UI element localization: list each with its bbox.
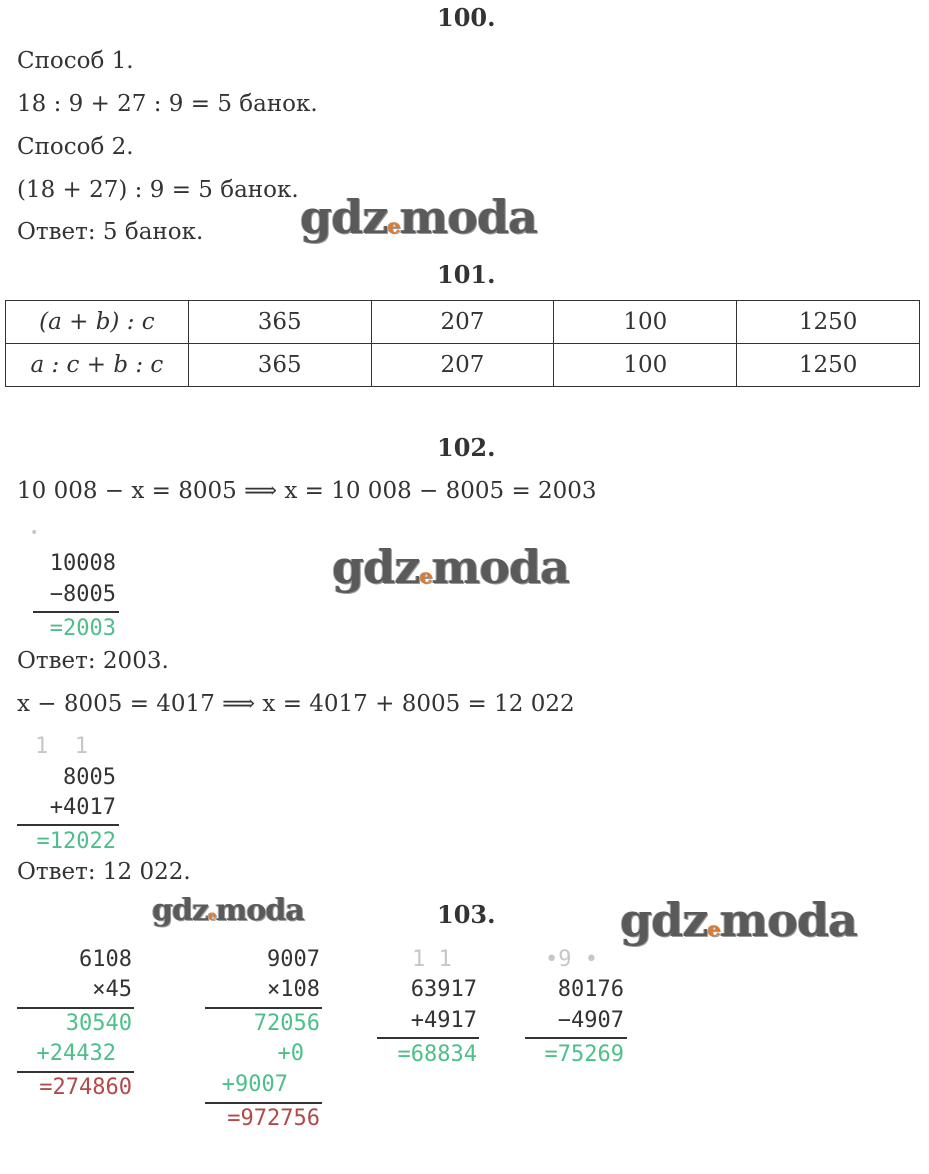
calc-rule	[525, 1037, 627, 1039]
calc-rule	[17, 1071, 134, 1073]
answer-102-2: Ответ: 12 022.	[17, 859, 191, 885]
calc-rule	[205, 1102, 322, 1104]
result: =75269	[544, 1042, 624, 1067]
table-cell: 365	[188, 344, 371, 387]
method-2-label: Способ 2.	[17, 134, 134, 160]
operand-a: 6108	[79, 947, 132, 972]
equation-1: 10 008 − x = 8005 ⟹ x = 10 008 − 8005 = 2003	[17, 478, 597, 504]
table-row	[6, 344, 920, 387]
table-cell: 365	[188, 301, 371, 344]
operand-b: +4917	[410, 1008, 477, 1033]
operand-b: −4907	[557, 1008, 624, 1033]
watermark-logo: gdzemoda	[152, 893, 304, 928]
calc-rule	[33, 611, 119, 613]
table-cell: 207	[371, 344, 554, 387]
partial-product: +24432	[36, 1041, 116, 1066]
partial-product: +0	[277, 1041, 304, 1066]
partial-product: 30540	[65, 1011, 132, 1036]
calc-rule	[17, 824, 119, 826]
method-2-expression: (18 + 27) : 9 = 5 банок.	[17, 177, 299, 203]
operand-a: 10008	[49, 551, 116, 576]
operand-b: ×45	[92, 977, 132, 1002]
operand-b: −8005	[49, 582, 116, 607]
result: =12022	[36, 829, 116, 854]
heading-101: 101.	[437, 260, 496, 289]
operand-a: 9007	[267, 947, 320, 972]
answer-100: Ответ: 5 банок.	[17, 219, 204, 245]
table-cell: 1250	[737, 301, 920, 344]
table-row	[6, 301, 920, 344]
watermark-logo: gdzemoda	[620, 893, 857, 947]
operand-b: +4017	[49, 795, 116, 820]
row-label: (a + b) : c	[6, 301, 189, 344]
table-cell: 207	[371, 301, 554, 344]
calc-rule	[17, 1007, 134, 1009]
heading-100: 100.	[437, 3, 496, 32]
answer-102-1: Ответ: 2003.	[17, 648, 169, 674]
calc-rule	[205, 1007, 322, 1009]
carry-marks: •	[30, 525, 39, 541]
table-cell: 100	[554, 301, 737, 344]
table-101	[5, 300, 920, 387]
calc-rule	[377, 1037, 479, 1039]
heading-103: 103.	[437, 900, 496, 929]
carry-marks: 1 1	[412, 947, 452, 972]
table-cell: 100	[554, 344, 737, 387]
operand-a: 80176	[557, 977, 624, 1002]
operand-b: ×108	[267, 977, 320, 1002]
result: =972756	[227, 1106, 320, 1131]
partial-product: 72056	[253, 1011, 320, 1036]
table-cell: 1250	[737, 344, 920, 387]
carry-marks: •9 •	[545, 947, 598, 972]
partial-product: +9007	[221, 1072, 288, 1097]
watermark-logo: gdzemoda	[332, 540, 569, 594]
result: =2003	[49, 616, 116, 641]
result: =274860	[39, 1075, 132, 1100]
carry-marks: 1 1	[35, 734, 88, 759]
method-1-expression: 18 : 9 + 27 : 9 = 5 банок.	[17, 91, 318, 117]
operand-a: 63917	[410, 977, 477, 1002]
heading-102: 102.	[437, 433, 496, 462]
result: =68834	[397, 1042, 477, 1067]
row-label: a : c + b : c	[6, 344, 189, 387]
watermark-logo: gdzemoda	[300, 190, 537, 244]
operand-a: 8005	[63, 765, 116, 790]
method-1-label: Способ 1.	[17, 48, 134, 74]
equation-2: x − 8005 = 4017 ⟹ x = 4017 + 8005 = 12 022	[17, 691, 575, 717]
